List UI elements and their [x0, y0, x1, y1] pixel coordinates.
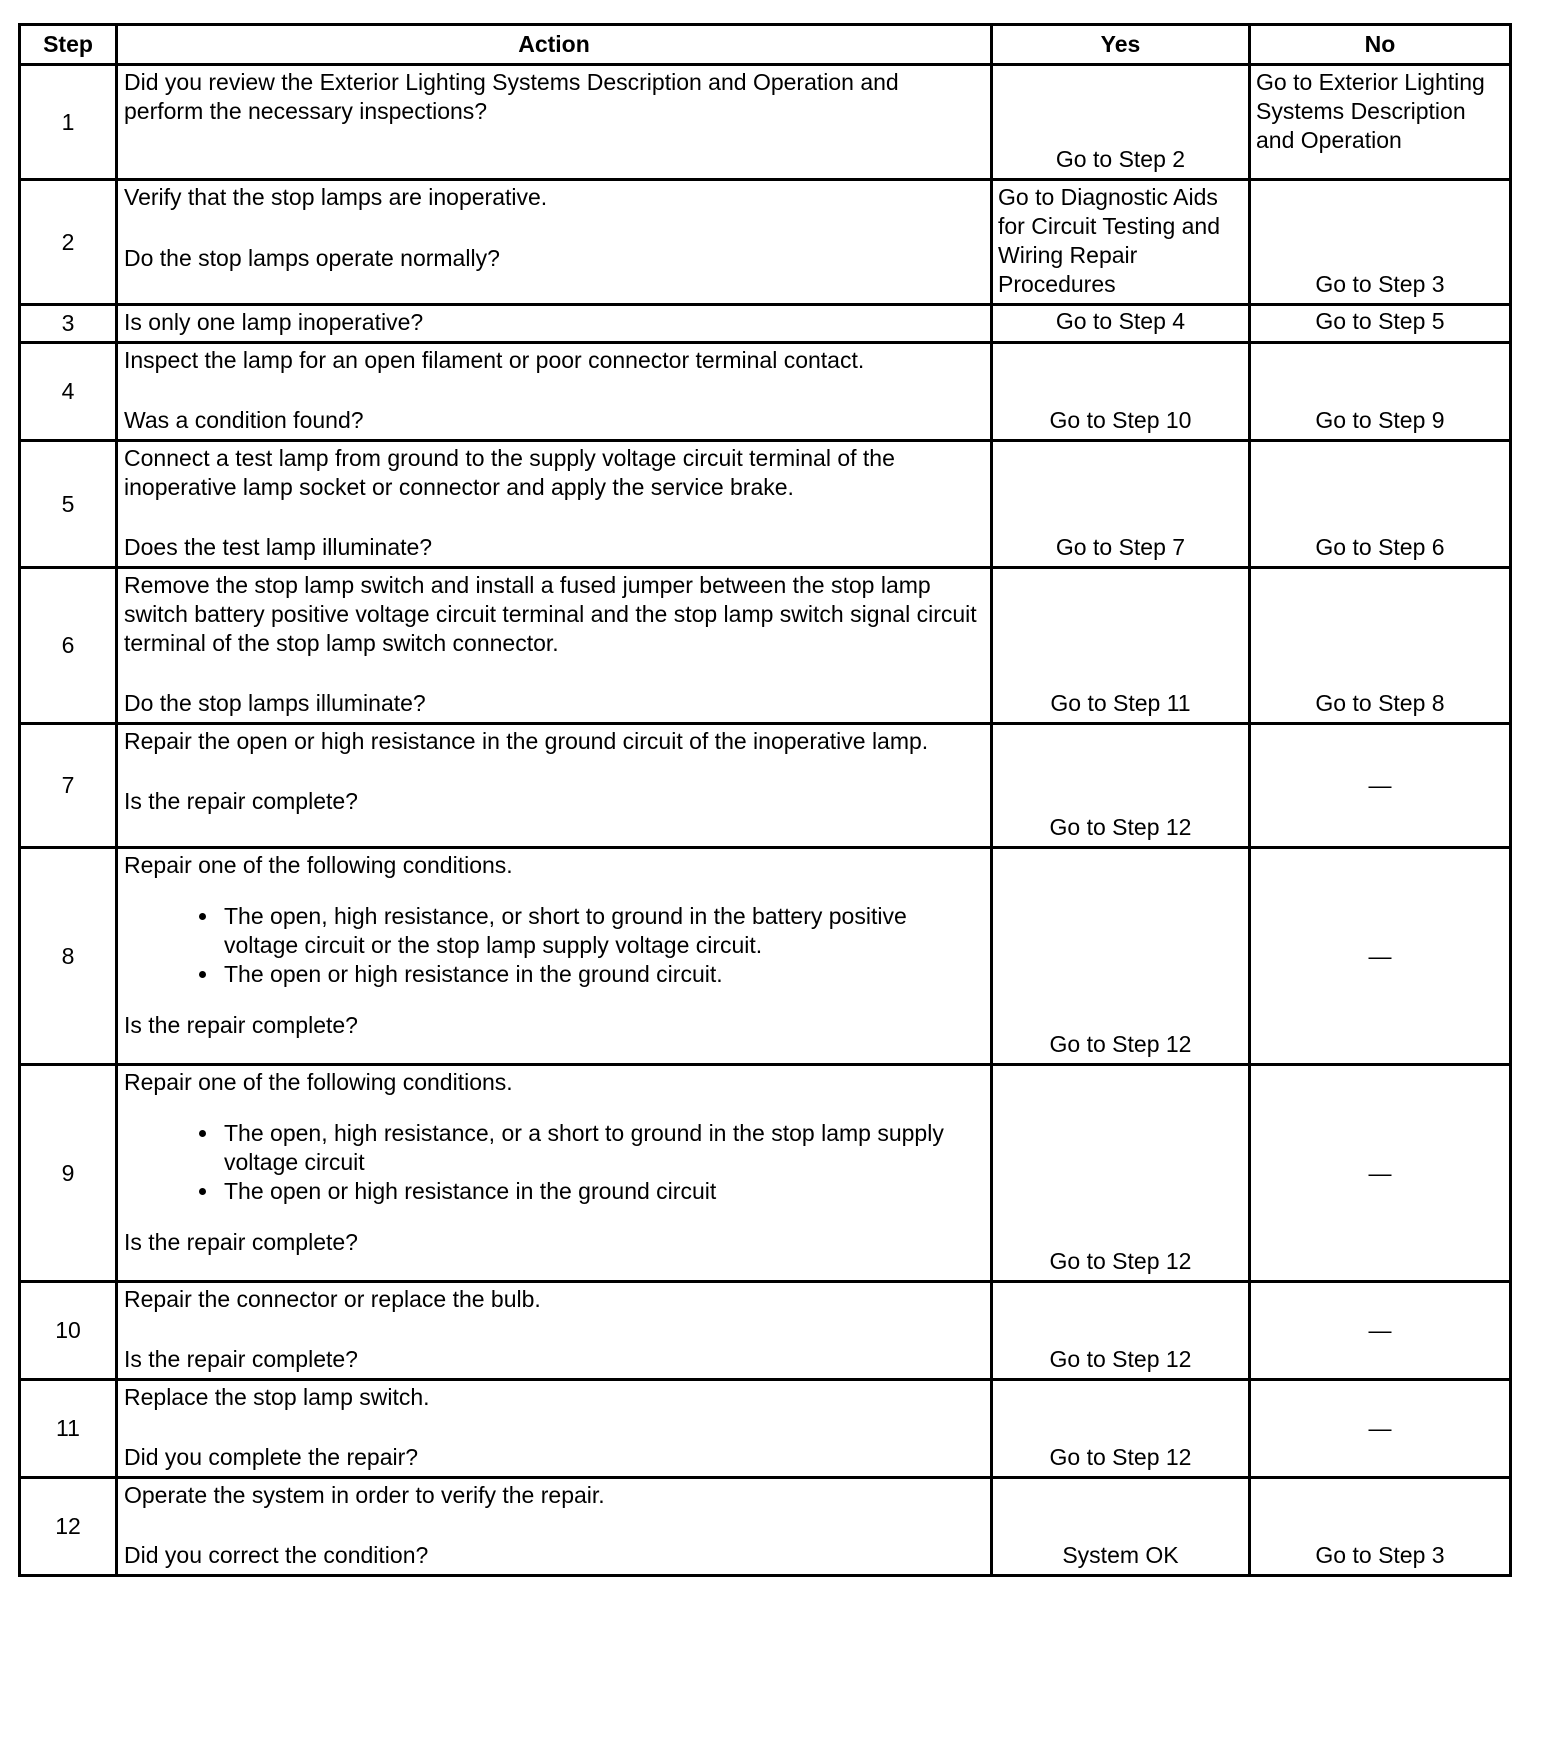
no-result-dash: — [1250, 1380, 1511, 1478]
no-result: Go to Step 9 [1250, 343, 1511, 441]
step-number: 4 [20, 343, 117, 441]
step-action [117, 568, 992, 724]
no-result: Go to Exterior Lighting Systems Description and Operation [1250, 65, 1511, 180]
step-number: 8 [20, 848, 117, 1065]
yes-result: Go to Step 12 [992, 1065, 1250, 1282]
step-number: 3 [20, 305, 117, 343]
yes-result: Go to Step 4 [992, 305, 1250, 343]
table-row [20, 441, 1511, 568]
no-result: Go to Step 3 [1250, 180, 1511, 305]
action-question: Do the stop lamps illuminate? [124, 690, 426, 716]
step-action [117, 724, 992, 848]
table-row [20, 724, 1511, 848]
no-result-dash: — [1250, 724, 1511, 848]
yes-result: Go to Step 7 [992, 441, 1250, 568]
action-text: Remove the stop lamp switch and install a fused jumper between the stop lamp switch battery positive voltage circuit terminal and the stop lamp switch signal circuit terminal of the stop lamp switch connector. [124, 572, 977, 656]
header-step: Step [20, 25, 117, 65]
action-question: Did you correct the condition? [124, 1542, 429, 1568]
step-number: 10 [20, 1282, 117, 1380]
step-number: 2 [20, 180, 117, 305]
step-action [117, 1282, 992, 1380]
no-result: Go to Step 6 [1250, 441, 1511, 568]
step-number: 11 [20, 1380, 117, 1478]
no-result: Go to Step 5 [1250, 305, 1511, 343]
table-row [20, 305, 1511, 343]
table-row [20, 1282, 1511, 1380]
step-action [117, 1380, 992, 1478]
no-result-dash: — [1250, 1282, 1511, 1380]
no-result: Go to Step 3 [1250, 1478, 1511, 1576]
table-row [20, 848, 1511, 1065]
yes-result: Go to Step 12 [992, 848, 1250, 1065]
step-number: 1 [20, 65, 117, 180]
action-question: Was a condition found? [124, 407, 364, 433]
step-number: 9 [20, 1065, 117, 1282]
yes-result: Go to Step 2 [992, 65, 1250, 180]
step-action [117, 65, 992, 180]
step-action [117, 305, 992, 343]
table-row [20, 65, 1511, 180]
step-action [117, 848, 992, 1065]
table-row [20, 1065, 1511, 1282]
condition-item: • The open or high resistance in the ground circuit. [220, 960, 984, 989]
action-text: Is only one lamp inoperative? [124, 309, 424, 335]
condition-list [124, 1119, 984, 1206]
action-question: Does the test lamp illuminate? [124, 534, 433, 560]
header-row [20, 25, 1511, 65]
action-text: Did you review the Exterior Lighting Systems Description and Operation and perform the necessary inspections? [124, 69, 899, 124]
step-action [117, 441, 992, 568]
step-number: 6 [20, 568, 117, 724]
table-row [20, 343, 1511, 441]
condition-item: • The open or high resistance in the ground circuit [220, 1177, 984, 1206]
condition-item: • The open, high resistance, or short to ground in the battery positive voltage circuit or the stop lamp supply voltage circuit. [220, 902, 984, 960]
step-number: 7 [20, 724, 117, 848]
action-text: Connect a test lamp from ground to the supply voltage circuit terminal of the inoperative lamp socket or connector and apply the service brake. [124, 445, 895, 500]
no-result-dash: — [1250, 1065, 1511, 1282]
action-text: Repair one of the following conditions. [124, 852, 513, 878]
step-action [117, 1065, 992, 1282]
action-text: Repair one of the following conditions. [124, 1069, 513, 1095]
table-row [20, 1478, 1511, 1576]
yes-result: Go to Diagnostic Aids for Circuit Testing and Wiring Repair Procedures [992, 180, 1250, 305]
condition-list [124, 902, 984, 989]
table-row [20, 568, 1511, 724]
condition-item: • The open, high resistance, or a short to ground in the stop lamp supply voltage circuit [220, 1119, 984, 1177]
step-number: 5 [20, 441, 117, 568]
header-yes: Yes [992, 25, 1250, 65]
step-number: 12 [20, 1478, 117, 1576]
action-question: Do the stop lamps operate normally? [124, 245, 500, 271]
step-action [117, 343, 992, 441]
yes-result: Go to Step 10 [992, 343, 1250, 441]
action-text: Repair the open or high resistance in the ground circuit of the inoperative lamp. [124, 728, 929, 754]
action-question: Is the repair complete? [124, 1346, 358, 1372]
header-no: No [1250, 25, 1511, 65]
action-question: Is the repair complete? [124, 1012, 358, 1038]
step-action [117, 1478, 992, 1576]
yes-result: Go to Step 11 [992, 568, 1250, 724]
yes-result: Go to Step 12 [992, 1282, 1250, 1380]
action-text: Inspect the lamp for an open filament or poor connector terminal contact. [124, 347, 865, 373]
action-question: Is the repair complete? [124, 788, 358, 814]
action-text: Repair the connector or replace the bulb. [124, 1286, 541, 1312]
step-action [117, 180, 992, 305]
yes-result: Go to Step 12 [992, 1380, 1250, 1478]
no-result-dash: — [1250, 848, 1511, 1065]
table-row [20, 180, 1511, 305]
action-text: Replace the stop lamp switch. [124, 1384, 430, 1410]
action-text: Verify that the stop lamps are inoperative. [124, 184, 548, 210]
diagnostic-table [18, 23, 1512, 1577]
no-result: Go to Step 8 [1250, 568, 1511, 724]
yes-result: Go to Step 12 [992, 724, 1250, 848]
action-question: Did you complete the repair? [124, 1444, 419, 1470]
yes-result: System OK [992, 1478, 1250, 1576]
table-row [20, 1380, 1511, 1478]
header-action: Action [117, 25, 992, 65]
action-text: Operate the system in order to verify the repair. [124, 1482, 605, 1508]
action-question: Is the repair complete? [124, 1229, 358, 1255]
